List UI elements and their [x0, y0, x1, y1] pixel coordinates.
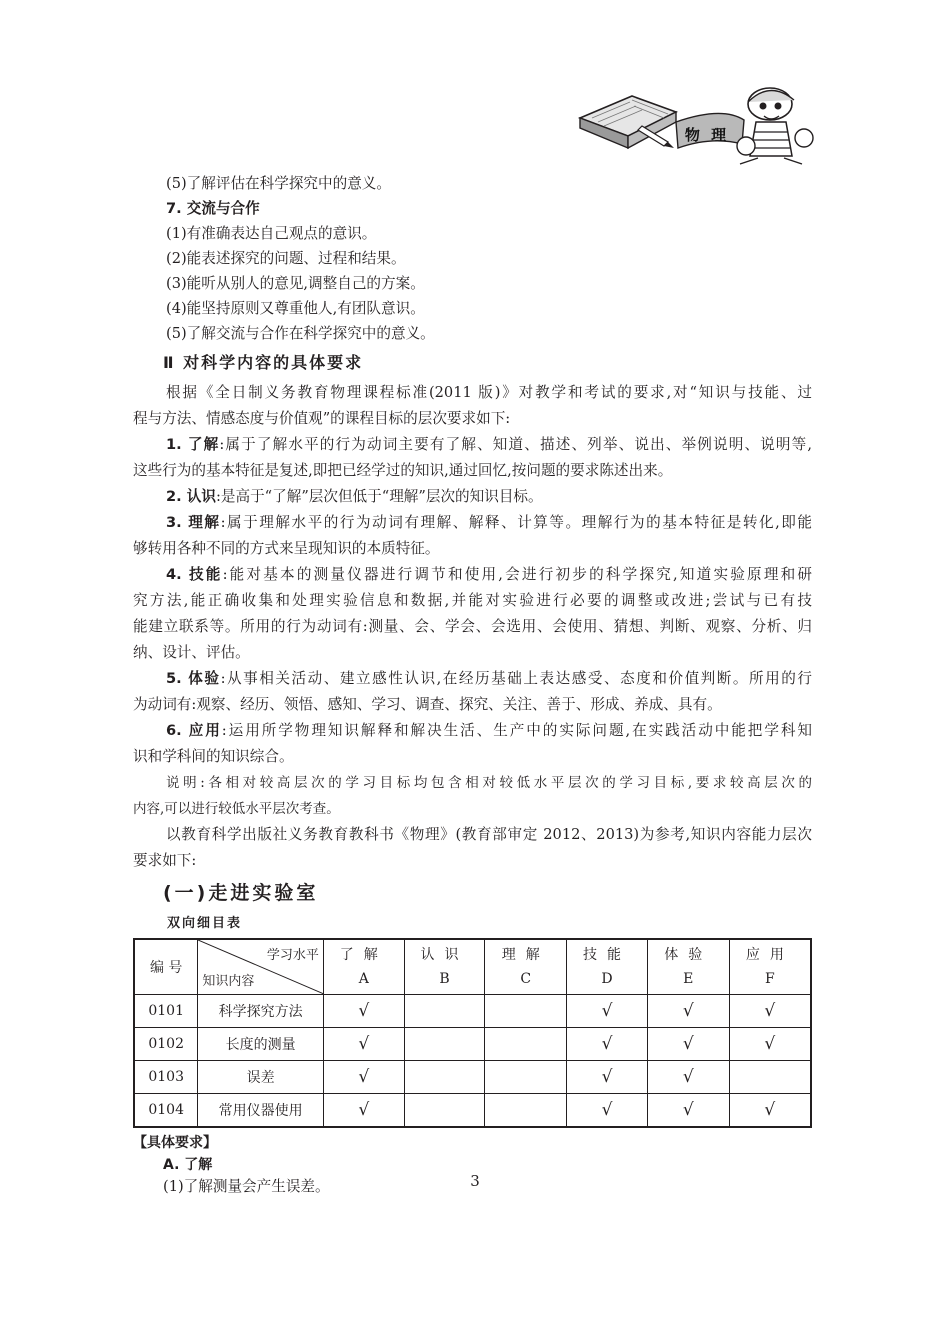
row-id: 0104 — [134, 1094, 198, 1128]
level-definition-cont: 为动词有:观察、经历、领悟、感知、学习、调查、探究、关注、善于、形成、养成、具有。 — [133, 696, 722, 713]
check-mark: √ — [682, 1067, 694, 1087]
row-id: 0101 — [134, 995, 198, 1028]
level-cell — [647, 1061, 729, 1094]
level-cell — [323, 1028, 404, 1061]
level-definition-cont: 能建立联系等。所用的行为动词有:测量、会、学会、会选用、会使用、猜想、判断、观察、分析、归 — [133, 618, 812, 635]
level-definition: 6. 应用:运用所学物理知识解释和解决生活、生产中的实际问题,在实践活动中能把学科知 — [166, 722, 813, 739]
level-definition-cont: 究方法,能正确收集和处理实验信息和数据,并能对实验进行必要的调整或改进;尝试与已有技 — [133, 592, 812, 609]
check-mark: √ — [358, 1034, 370, 1054]
level-cell — [404, 1094, 485, 1128]
note-line: 说明:各相对较高层次的学习目标均包含相对较低水平层次的学习目标,要求较高层次的 — [166, 775, 812, 791]
header-content-axis: 知识内容 — [202, 974, 255, 989]
level-cell — [567, 1028, 648, 1061]
row-topic: 常用仪器使用 — [198, 1094, 324, 1128]
reference-line: 要求如下: — [133, 852, 197, 869]
level-cell — [485, 1028, 567, 1061]
intro-line: 程与方法、情感态度与价值观”的课程目标的层次要求如下: — [133, 410, 511, 427]
text-line: (2)能表述探究的问题、过程和结果。 — [166, 250, 406, 267]
row-topic: 长度的测量 — [198, 1028, 324, 1061]
level-definition-cont: 纳、设计、评估。 — [133, 644, 250, 661]
check-mark: √ — [601, 1001, 613, 1021]
level-cell — [647, 1094, 729, 1128]
table-row — [134, 1094, 811, 1128]
specification-table — [133, 938, 812, 1128]
level-cell — [485, 1094, 567, 1128]
table-row — [134, 995, 811, 1028]
subject-label: 物 理 — [684, 126, 730, 144]
text-line: (5)了解交流与合作在科学探究中的意义。 — [166, 325, 435, 342]
table-header-row — [134, 939, 811, 995]
level-cell — [404, 995, 485, 1028]
level-cell — [647, 995, 729, 1028]
table-row — [134, 1061, 811, 1094]
level-cell — [323, 1094, 404, 1128]
check-mark: √ — [601, 1100, 613, 1120]
subheading-communication: 7. 交流与合作 — [166, 200, 260, 217]
check-mark: √ — [358, 1100, 370, 1120]
text-line: (3)能听从别人的意见,调整自己的方案。 — [166, 275, 425, 292]
level-cell — [729, 1094, 811, 1128]
check-mark: √ — [358, 1001, 370, 1021]
check-mark: √ — [764, 1034, 776, 1054]
level-cell — [729, 1061, 811, 1094]
table-caption: 双向细目表 — [167, 916, 243, 931]
text-line: (1)有准确表达自己观点的意识。 — [166, 225, 377, 242]
level-cell — [647, 1028, 729, 1061]
table-row — [134, 1028, 811, 1061]
header-level-axis: 学习水平 — [266, 948, 319, 963]
level-cell — [729, 995, 811, 1028]
level-cell — [485, 1061, 567, 1094]
text-line: (5)了解评估在科学探究中的意义。 — [166, 175, 391, 192]
header-level: 了解 A — [323, 939, 404, 995]
check-mark: √ — [682, 1100, 694, 1120]
requirements-title: 【具体要求】 — [133, 1135, 217, 1151]
row-topic: 科学探究方法 — [198, 995, 324, 1028]
section-title: Ⅱ 对科学内容的具体要求 — [163, 353, 364, 372]
header-level: 认识 B — [404, 939, 485, 995]
unit-title: (一)走进实验室 — [163, 882, 319, 904]
header-id: 编 号 — [134, 939, 198, 995]
check-mark: √ — [601, 1067, 613, 1087]
level-definition: 2. 认识:是高于“了解”层次但低于“理解”层次的知识目标。 — [166, 488, 543, 505]
note-line: 内容,可以进行较低水平层次考查。 — [133, 801, 340, 817]
requirements-subheading: A. 了解 — [163, 1157, 213, 1173]
row-id: 0102 — [134, 1028, 198, 1061]
level-definition: 3. 理解:属于理解水平的行为动词有理解、解释、计算等。理解行为的基本特征是转化,即能 — [166, 514, 813, 531]
check-mark: √ — [358, 1067, 370, 1087]
row-topic: 误差 — [198, 1061, 324, 1094]
level-definition: 4. 技能:能对基本的测量仪器进行调节和使用,会进行初步的科学探究,知道实验原理和研 — [166, 566, 813, 583]
check-mark: √ — [764, 1100, 776, 1120]
check-mark: √ — [682, 1001, 694, 1021]
reference-line: 以教育科学出版社义务教育教科书《物理》(教育部审定 2012、2013)为参考,知识内容能力层次 — [166, 826, 812, 843]
level-definition-cont: 这些行为的基本特征是复述,即把已经学过的知识,通过回忆,按问题的要求陈述出来。 — [133, 462, 673, 479]
level-cell — [567, 1061, 648, 1094]
header-diagonal — [198, 939, 324, 995]
check-mark: √ — [682, 1034, 694, 1054]
level-definition: 5. 体验:从事相关活动、建立感性认识,在经历基础上表达感受、态度和价值判断。所用的行 — [166, 670, 813, 687]
page-number: 3 — [470, 1172, 480, 1190]
level-cell — [729, 1028, 811, 1061]
check-mark: √ — [764, 1001, 776, 1021]
level-cell — [404, 1028, 485, 1061]
level-cell — [404, 1061, 485, 1094]
level-definition: 1. 了解:属于了解水平的行为动词主要有了解、知道、描述、列举、说出、举例说明、说明等, — [166, 436, 813, 453]
intro-line: 根据《全日制义务教育物理课程标准(2011 版)》对教学和考试的要求,对“知识与技能、过 — [166, 384, 812, 401]
level-cell — [567, 995, 648, 1028]
level-cell — [567, 1094, 648, 1128]
header-level: 理解 C — [485, 939, 567, 995]
header-level: 体验 E — [647, 939, 729, 995]
text-line: (4)能坚持原则又尊重他人,有团队意识。 — [166, 300, 425, 317]
level-cell — [323, 1061, 404, 1094]
level-cell — [323, 995, 404, 1028]
page-content — [133, 171, 812, 1198]
requirement-item: (1)了解测量会产生误差。 — [163, 1178, 330, 1195]
level-definition-cont: 识和学科间的知识综合。 — [133, 748, 294, 765]
row-id: 0103 — [134, 1061, 198, 1094]
level-definition-cont: 够转用各种不同的方式来呈现知识的本质特征。 — [133, 540, 440, 557]
header-level: 技能 D — [567, 939, 648, 995]
header-level: 应用 F — [729, 939, 811, 995]
level-cell — [485, 995, 567, 1028]
check-mark: √ — [601, 1034, 613, 1054]
